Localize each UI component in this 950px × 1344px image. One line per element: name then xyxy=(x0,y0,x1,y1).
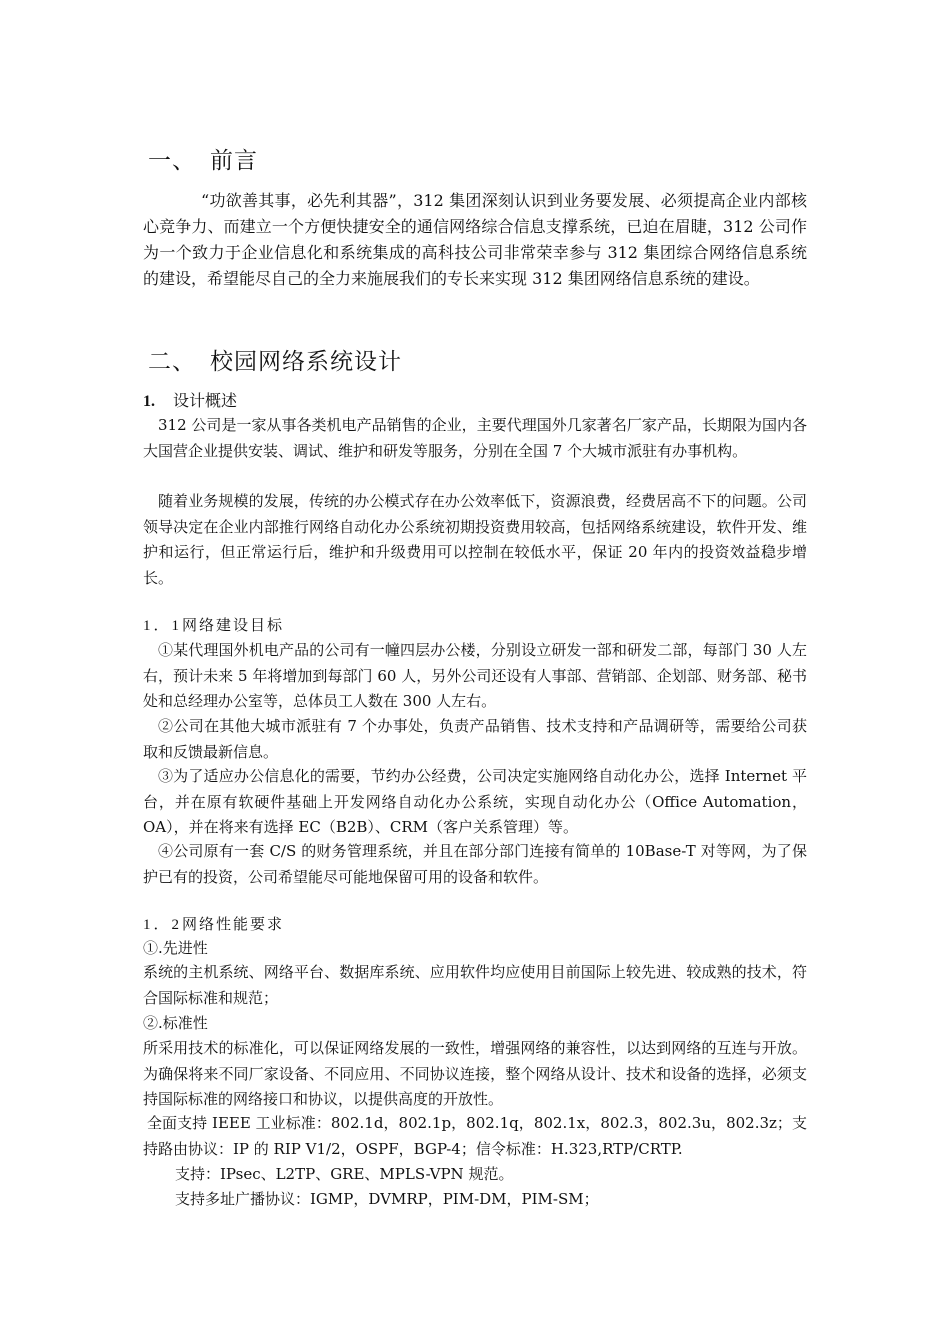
standard-title: ②.标准性 xyxy=(143,1014,208,1032)
overview-paragraph-2: 随着业务规模的发展，传统的办公模式存在办公效率低下，资源浪费，经费居高不下的问题。公司领导决定在企业内部推行网络自动化办公系统初期投资费用较高，包括网络系统建设，软件开发、维护和运行，但正常运行后，维护和升级费用可以控制在较低水平，保证 20 年内的投资效益稳步增长。 xyxy=(143,492,807,587)
section1-number: 一、 xyxy=(148,148,196,174)
section2-title: 校园网络系统设计 xyxy=(210,349,402,375)
subsection1-title: 设计概述 xyxy=(173,391,238,410)
goal-item-4: ④公司原有一套 C/S 的财务管理系统，并且在部分部门连接有简单的 10Base-T 对等网，为了保护已有的投资，公司希望能尽可能地保留可用的设备和软件。 xyxy=(143,842,807,886)
subsection-1-2-title: 网络性能要求 xyxy=(182,915,285,933)
subsection-1-1-title: 网络建设目标 xyxy=(182,616,285,634)
support-multicast-text: 支持多址广播协议：IGMP，DVMRP，PIM-DM，PIM-SM； xyxy=(175,1190,599,1208)
subsection-1-1-number: 1．1 xyxy=(143,618,183,634)
standard-text: 所采用技术的标准化，可以保证网络发展的一致性，增强网络的兼容性，以达到网络的互连与开放。为确保将来不同厂家设备、不同应用、不同协议连接，整个网络从设计、技术和设备的选择，必须支持国际标准的网络接口和协议，以提供高度的开放性。 xyxy=(143,1039,807,1108)
section2-heading xyxy=(148,343,402,376)
support-standards-text: 全面支持 IEEE 工业标准：802.1d，802.1p，802.1q，802.1x，802.3，802.3u，802.3z；支持路由协议：IP 的 RIP V1/2，OSPF，BGP-4；信令标准：H.323,RTP/CRTP. xyxy=(143,1114,807,1158)
subsection-1-2-number: 1．2 xyxy=(143,917,183,933)
goal-item-3: ③为了适应办公信息化的需要，节约办公经费，公司决定实施网络自动化办公，选择 Internet 平台，并在原有软硬件基础上开发网络自动化办公系统，实现自动化办公（Office Automation，OA），并在将来有选择 EC（B2B）、CRM（客户关系管理）等。 xyxy=(143,767,807,836)
advanced-title: ①.先进性 xyxy=(143,939,208,957)
section2-number: 二、 xyxy=(148,349,196,375)
preface-paragraph: “功欲善其事，必先利其器”，312 集团深刻认识到业务要发展、必须提高企业内部核心竞争力、而建立一个方便快捷安全的通信网络综合信息支撑系统，已迫在眉睫，312 公司作为一个致力于企业信息化和系统集成的高科技公司非常荣幸参与 312 集团综合网络信息系统的建设，希望能尽自己的全力来施展我们的专长来实现 312 集团网络信息系统的建设。 xyxy=(143,191,807,288)
subsection-1-2-heading xyxy=(143,913,284,934)
goal-item-2: ②公司在其他大城市派驻有 7 个办事处，负责产品销售、技术支持和产品调研等，需要给公司获取和反馈最新信息。 xyxy=(143,717,807,761)
section1-title: 前言 xyxy=(210,148,258,174)
goal-item-1: ①某代理国外机电产品的公司有一幢四层办公楼，分别设立研发一部和研发二部，每部门 30 人左右，预计未来 5 年将增加到每部门 60 人，另外公司还设有人事部、营销部、企划部、财务部、秘书处和总经理办公室等，总体员工人数在 300 人左右。 xyxy=(143,641,807,710)
overview-paragraph-1: 312 公司是一家从事各类机电产品销售的企业，主要代理国外几家著名厂家产品，长期限为国内各大国营企业提供安装、调试、维护和研发等服务，分别在全国 7 个大城市派驻有办事机构。 xyxy=(143,416,807,460)
section1-heading xyxy=(148,142,258,175)
support-vpn-text: 支持：IPsec、L2TP、GRE、MPLS-VPN 规范。 xyxy=(175,1165,514,1183)
advanced-text: 系统的主机系统、网络平台、数据库系统、应用软件均应使用目前国际上较先进、较成熟的技术，符合国际标准和规范； xyxy=(143,963,807,1007)
subsection1-heading xyxy=(143,388,237,411)
subsection-1-1-heading xyxy=(143,614,284,635)
subsection1-number: 1. xyxy=(143,393,155,410)
